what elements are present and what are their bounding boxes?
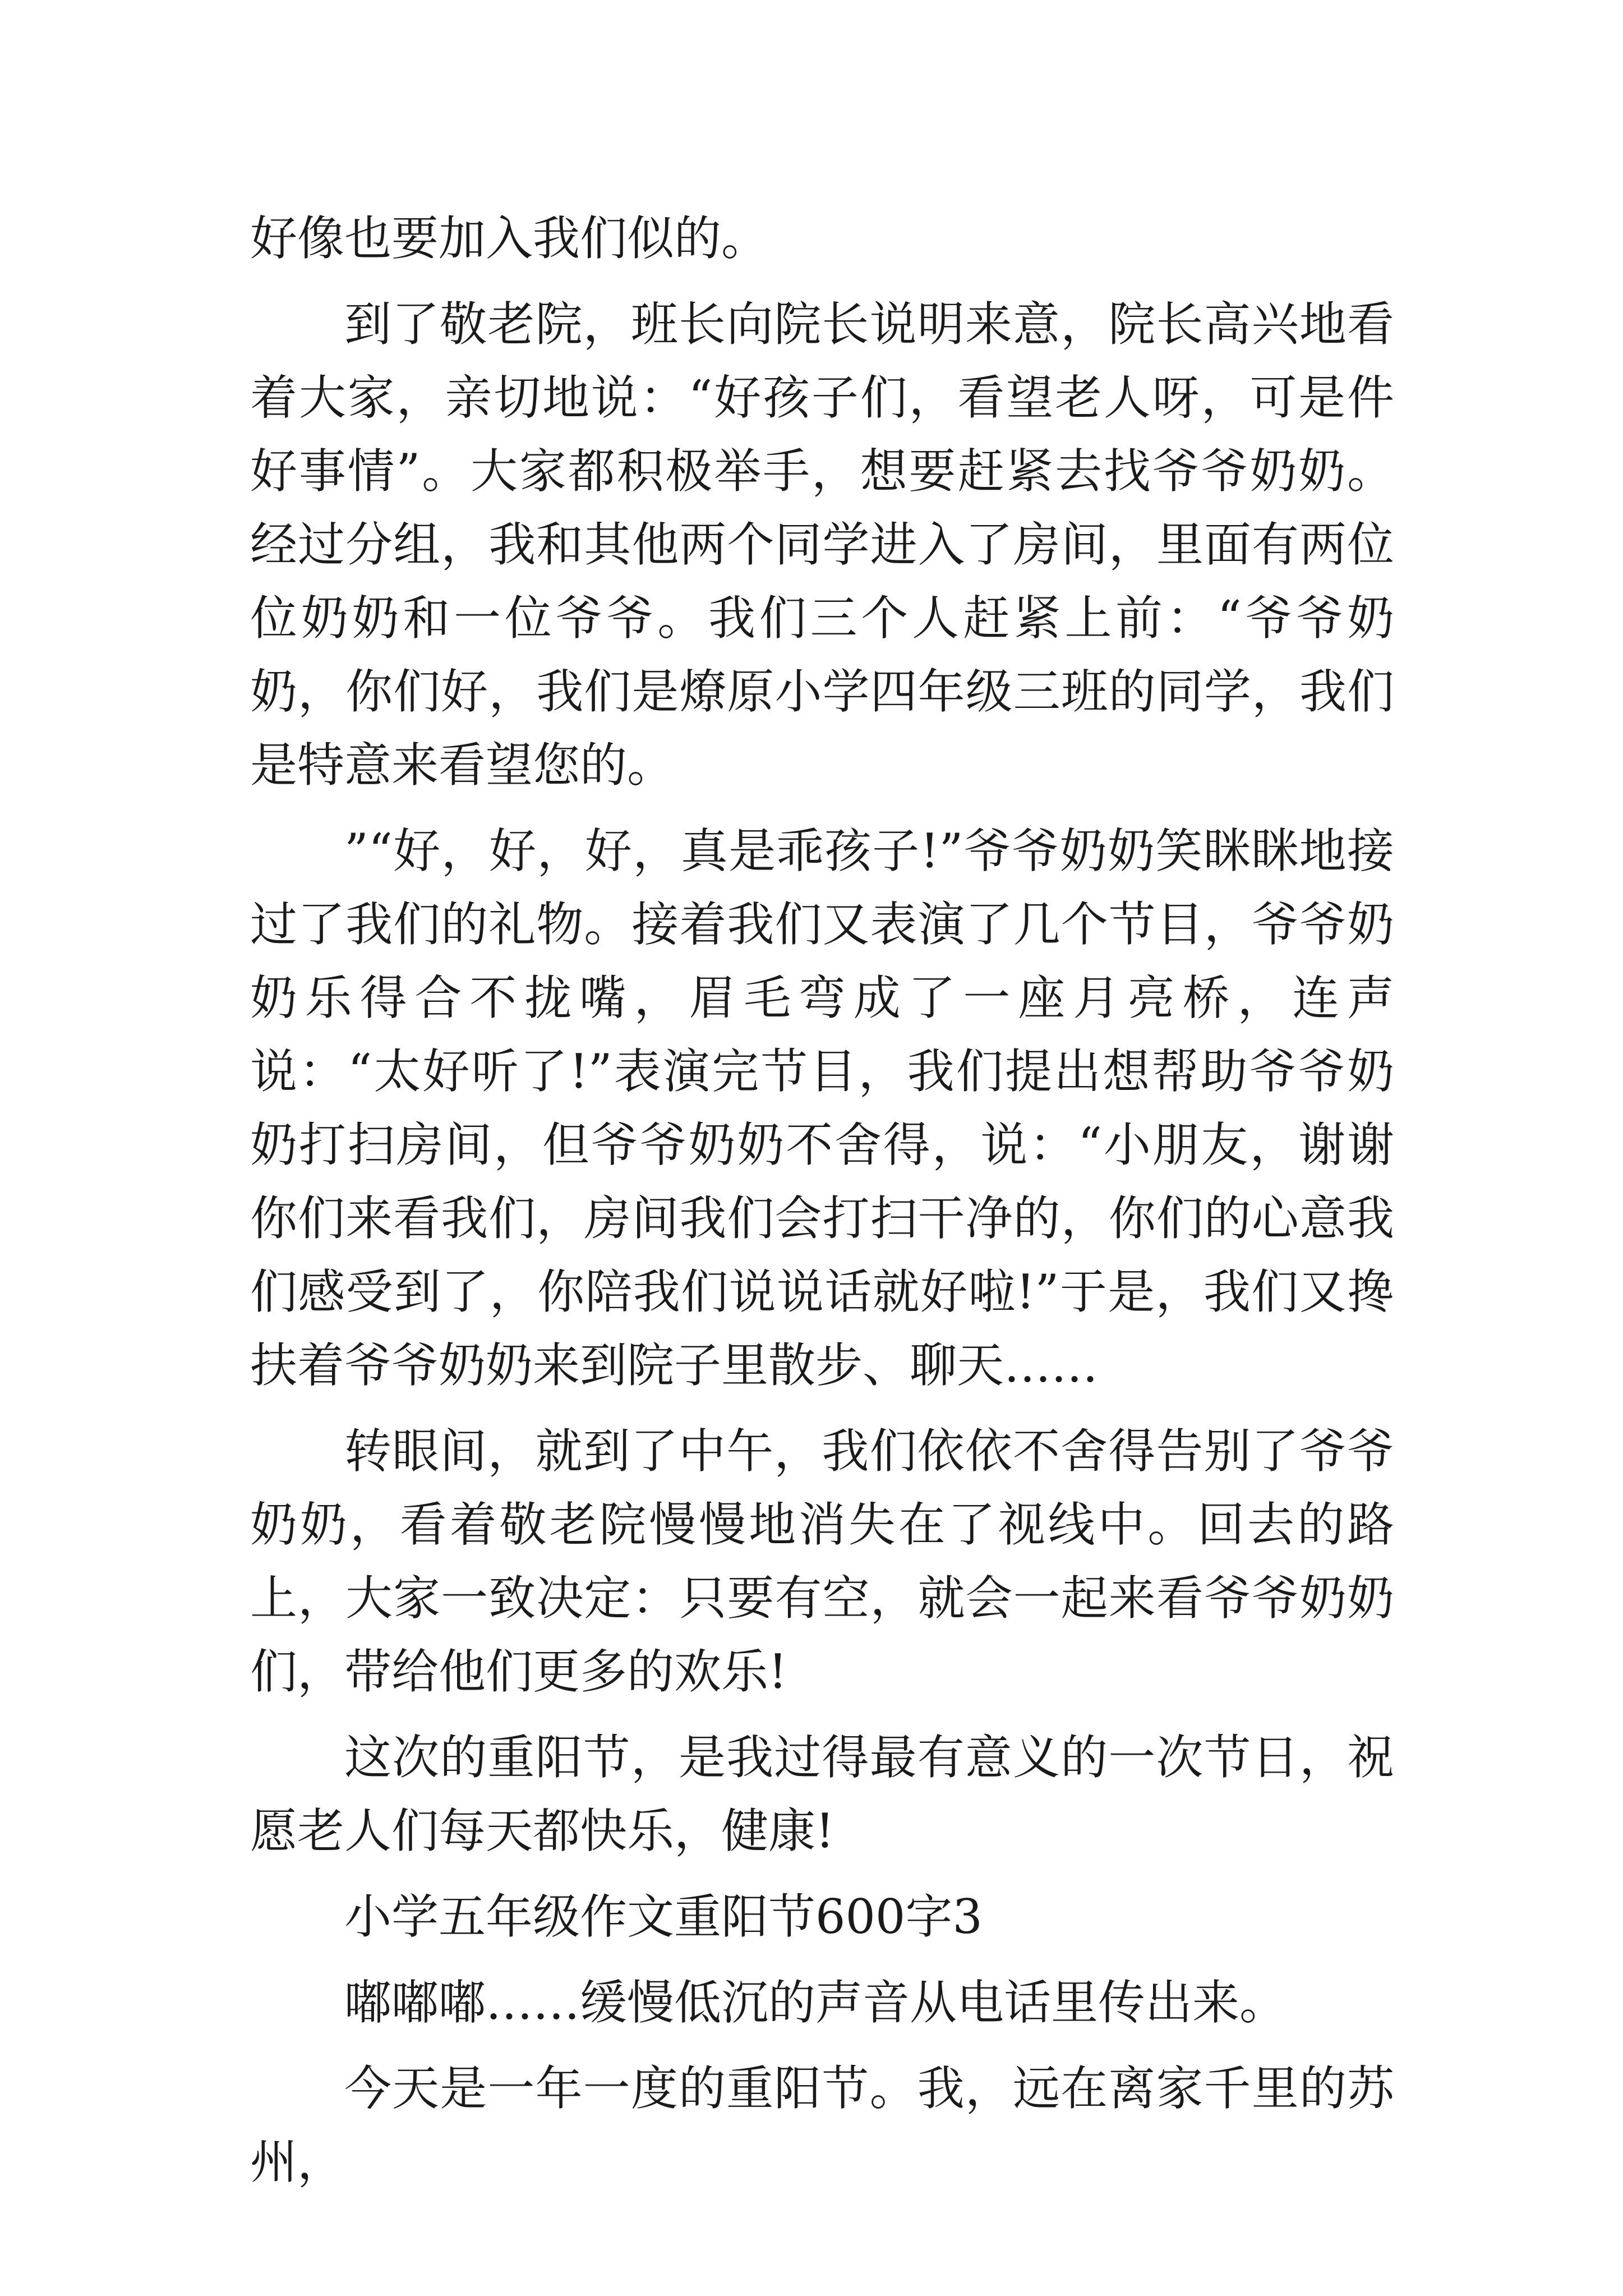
paragraph-visit: ”“好，好，好，真是乖孩子!”爷爷奶奶笑眯眯地接过了我们的礼物。接着我们又表演了几个节目，爷爷奶奶乐得合不拢嘴，眉毛弯成了一座月亮桥，连声说：“太好听了!”表演完节目，我们提出想帮助爷爷奶奶打扫房间，但爷爷奶奶不舍得，说：“小朋友，谢谢你们来看我们，房间我们会打扫干净的，你们的心意我们感受到了，你陪我们说说话就好啦!”于是，我们又搀扶着爷爷奶奶来到院子里散步、聊天……: [250, 823, 1394, 1393]
section-heading: 小学五年级作文重阳节600字3: [344, 1889, 983, 1944]
paragraph-continuation: 好像也要加入我们似的。: [250, 211, 769, 266]
paragraph-farewell: 转眼间，就到了中午，我们依依不舍得告别了爷爷奶奶，看着敬老院慢慢地消失在了视线中。回去的路上，大家一致决定：只要有空，就会一起来看爷爷奶奶们，带给他们更多的欢乐!: [250, 1424, 1394, 1699]
paragraph-phone: 嘟嘟嘟……缓慢低沉的声音从电话里传出来。: [344, 1975, 1287, 2030]
paragraph-conclusion: 这次的重阳节，是我过得最有意义的一次节日，祝愿老人们每天都快乐，健康!: [250, 1730, 1394, 1858]
paragraph-today: 今天是一年一度的重阳节。我，远在离家千里的苏州，: [250, 2061, 1394, 2189]
paragraph-arrival: 到了敬老院，班长向院长说明来意，院长高兴地看着大家，亲切地说：“好孩子们，看望老人呀，可是件好事情”。大家都积极举手，想要赶紧去找爷爷奶奶。经过分组，我和其他两个同学进入了房间，里面有两位位奶奶和一位爷爷。我们三个人赶紧上前：“爷爷奶奶，你们好，我们是燎原小学四年级三班的同学，我们是特意来看望您的。: [250, 297, 1394, 793]
document-body: [250, 202, 1394, 2199]
